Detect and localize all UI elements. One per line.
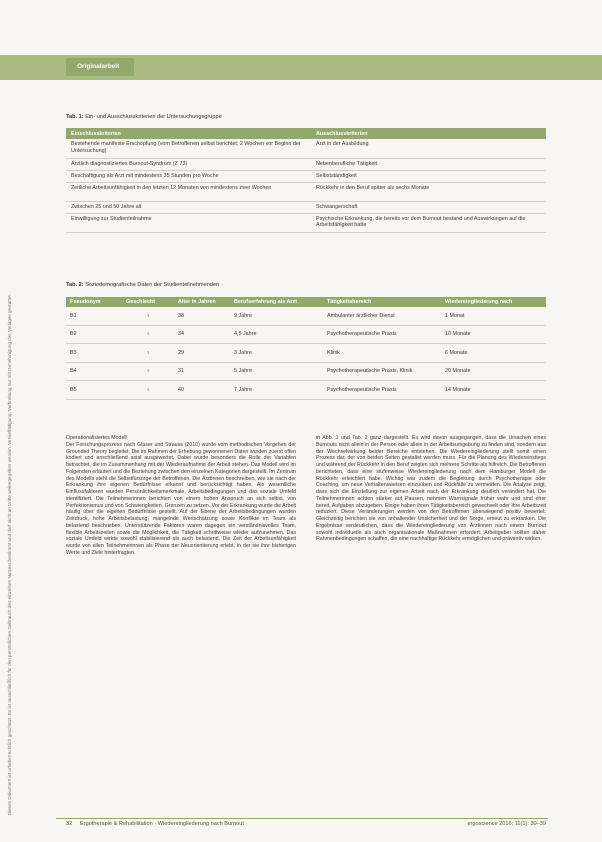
- table-cell: 3 Jahre: [230, 344, 323, 363]
- table-row: [66, 182, 546, 201]
- copyright-side-note: Dieses Dokument ist urheberrechtlich geschützt. Es ist ausschließlich für den persönlichen Gebrauch des einzelnen Nutzers bestimmt und darf nicht an Dritte weitergegeben werden. Vervielfältigung, Verbreitung nur mit Genehmigung des Verlages gestattet.: [7, 294, 12, 815]
- table-row: [66, 139, 546, 158]
- table-row: [66, 362, 546, 381]
- table-demographics: [66, 297, 546, 400]
- table1-caption-text: Ein- und Ausschlusskriterien der Untersuchungsgruppe: [85, 114, 222, 120]
- table-cell: Selbstständigkeit: [311, 170, 546, 182]
- page-number: 32: [66, 821, 73, 827]
- table-row: [66, 201, 546, 213]
- table2-header-cell: Berufserfahrung als Arzt: [230, 297, 323, 307]
- table-cell: 34: [174, 325, 230, 344]
- table-cell: 40: [174, 381, 230, 400]
- table-cell: Einwilligung zur Studienteilnahme: [66, 213, 311, 232]
- table2-header-cell: Geschlecht: [122, 297, 174, 307]
- table2-caption: [66, 282, 219, 288]
- table-cell: Zwischen 25 und 50 Jahre alt: [66, 201, 311, 213]
- table2-caption-text: Soziodemografische Daten der Studienteilnehmenden: [85, 282, 220, 288]
- body-column-left: [66, 435, 296, 557]
- table-row: [66, 170, 546, 182]
- table2-caption-label: Tab. 2:: [66, 282, 84, 288]
- female-icon: ♀: [122, 325, 174, 344]
- table-row: [66, 213, 546, 232]
- table-cell: Klinik: [323, 344, 441, 363]
- table-cell: Psychotherapeutische Praxis: [323, 381, 441, 400]
- female-icon: ♀: [122, 381, 174, 400]
- table-cell: Schwangerschaft: [311, 201, 546, 213]
- table-cell: 4,5 Jahre: [230, 325, 323, 344]
- table1-header-cell: Einschlusskriterien: [66, 128, 311, 139]
- table-cell: Zeitliche Arbeitsunfähigkeit in den letzten 12 Monaten von mindestens zwei Wochen: [66, 182, 311, 201]
- section-label: Originalarbeit: [66, 58, 134, 76]
- table-cell: 5 Jahre: [230, 362, 323, 381]
- footer-divider: [56, 818, 548, 819]
- table-cell: B4: [66, 362, 122, 381]
- body-paragraph: in Abb. 1 und Tab. 2 ganz dargestellt. Es wird davon ausgegangen, dass die Ursachen eines Burnouts nicht allein in der Person oder allein in der Arbeitsumgebung zu finden sind, sondern aus der Wechselwirkung beider Bereiche entstehen. Die Wiedereingliederung stellt somit einen Prozess dar, der von beiden Seiten gestaltet werden muss. Für die Planung des Wiedereinstiegs und während der Rückkehr in den Beruf zeigten sich mehrere Schritte als hilfreich. Die Betroffenen berichteten, dass eine stufenweise Wiedereingliederung nach dem Hamburger Modell die Rückkehr erleichtert habe. Wichtig war zudem die Begleitung durch Psychotherapie oder Coaching, um neue Verhaltensweisen einzuüben und Rückfälle zu vermeiden. Die Analyse zeigt, dass sich die Einstellung zur eigenen Arbeit nach der Erkrankung deutlich verändert hat. Die Teilnehmerinnen achten stärker auf Pausen, nehmen Warnsignale früher wahr und sind eher bereit, Aufgaben abzugeben. Einige haben ihren Tätigkeitsbereich gewechselt oder ihre Arbeitszeit reduziert. Diese Veränderungen werden von den Betroffenen überwiegend positiv bewertet. Gleichzeitig berichten sie von anhaltender Unsicherheit und der Sorge, erneut zu erkranken. Die Ergebnisse verdeutlichen, dass die Wiedereingliederung von Ärztinnen nach einem Burnout sowohl individuelle als auch organisationale Maßnahmen erfordert. Arbeitgeber sollten daher Rahmenbedingungen schaffen, die eine nachhaltige Rückkehr ermöglichen und präventiv wirken.: [316, 435, 546, 543]
- table-cell: Psychische Erkrankung, die bereits vor dem Burnout bestand und Auswirkungen auf die Arbeitsfähigkeit hatte: [311, 213, 546, 232]
- table-cell: 14 Monate: [441, 381, 546, 400]
- table1-caption-label: Tab. 1:: [66, 114, 84, 120]
- table2-header-cell: Wiedereingliederung nach: [441, 297, 546, 307]
- table-cell: B5: [66, 381, 122, 400]
- table-cell: Ambulanter ärztlicher Dienst: [323, 307, 441, 325]
- table-cell: 31: [174, 362, 230, 381]
- table-cell: Psychotherapeutische Praxis: [323, 325, 441, 344]
- table2-header-row: [66, 297, 546, 307]
- table1-header-cell: Ausschlusskriterien: [311, 128, 546, 139]
- table-row: [66, 344, 546, 363]
- table-cell: 7 Jahre: [230, 381, 323, 400]
- table-cell: Bestehende manifeste Erschöpfung (vom Betroffenen selbst berichtet; 2 Wochen vor Beginn der Untersuchung): [66, 139, 311, 158]
- female-icon: ♀: [122, 362, 174, 381]
- table-cell: Beschäftigung als Arzt mit mindestens 35 Stunden pro Woche: [66, 170, 311, 182]
- table-cell: Nebenberufliche Tätigkeit: [311, 158, 546, 170]
- table2-header-cell: Pseudonym: [66, 297, 122, 307]
- table-cell: B2: [66, 325, 122, 344]
- table-cell: 6 Monate: [441, 344, 546, 363]
- female-icon: ♀: [122, 307, 174, 325]
- table-cell: Ärztlich diagnostiziertes Burnout-Syndrom (Z 73): [66, 158, 311, 170]
- table2-header-cell: Alter in Jahren: [174, 297, 230, 307]
- female-icon: ♀: [122, 344, 174, 363]
- table-cell: Rückkehr in den Beruf später als sechs Monate: [311, 182, 546, 201]
- table-row: [66, 325, 546, 344]
- table-cell: B3: [66, 344, 122, 363]
- table-row: [66, 381, 546, 400]
- footer-running-title: Ergotherapie & Rehabilitation · Wiedereingliederung nach Burnout: [80, 821, 244, 827]
- table-row: [66, 307, 546, 325]
- table-row: [66, 158, 546, 170]
- table-cell: 29: [174, 344, 230, 363]
- table-cell: 20 Monate: [441, 362, 546, 381]
- section-heading: Operationalisiertes Modell: [66, 435, 127, 441]
- table-cell: 1 Monat: [441, 307, 546, 325]
- table-cell: 38: [174, 307, 230, 325]
- body-paragraph: Der Forschungsprozess nach Glaser und Strauss (2010) wurde vom methodischen Vorgehen der Grounded Theory begleitet. Die im Rahmen der Erhebung gewonnenen Daten wurden zuerst offen kodiert und anschließend axial ausgewertet. Dabei wurde besonders die Rolle der Variablen betrachtet, die im Zusammenhang mit der Wiederaufnahme der Arbeit stehen. Das Modell wird im Folgenden erläutert und die Beziehung zwischen den einzelnen Kategorien dargestellt. Im Zentrum des Modells steht die Selbstfürsorge der Betroffenen. Die Ärztinnen beschreiben, wie sie nach der Erkrankung ihre eigenen Bedürfnisse erkannt und berücksichtigt haben. Als wesentliche Einflussfaktoren wurden Persönlichkeitsmerkmale, Arbeitsbedingungen und das soziale Umfeld identifiziert. Die Teilnehmerinnen berichten von einem hohen Anspruch an sich selbst, von Perfektionismus und von Schwierigkeiten, Grenzen zu setzen. Vor der Erkrankung wurde die Arbeit häufig über die eigenen Bedürfnisse gestellt. Auf der Ebene der Arbeitsbedingungen wurden Zeitdruck, hohe Arbeitsbelastung, mangelnde Wertschätzung sowie Konflikte im Team als belastend beschrieben. Unterstützende Faktoren waren dagegen ein verständnisvolles Team, flexible Arbeitszeiten sowie die Möglichkeit, die Tätigkeit schrittweise wieder aufzunehmen. Das soziale Umfeld wirkte sowohl stabilisierend als auch belastend. Die Zeit der Arbeitsunfähigkeit wurde von allen Teilnehmerinnen als Phase der Neuorientierung erlebt, in der sie ihre bisherigen Werte und Ziele hinterfragten.: [66, 441, 296, 556]
- table-cell: B1: [66, 307, 122, 325]
- footer-journal-citation: ergoscience 2016; 11(1): 30–39: [467, 821, 546, 827]
- table1-caption: [66, 114, 222, 120]
- table-cell: 9 Jahre: [230, 307, 323, 325]
- body-column-right: [316, 435, 546, 543]
- table-inclusion-criteria: [66, 128, 546, 233]
- table-cell: 10 Monate: [441, 325, 546, 344]
- table-cell: Psychotherapeutische Praxis, Klinik: [323, 362, 441, 381]
- table2-header-cell: Tätigkeitsbereich: [323, 297, 441, 307]
- table1-header-row: [66, 128, 546, 139]
- table-cell: Arzt in der Ausbildung: [311, 139, 546, 158]
